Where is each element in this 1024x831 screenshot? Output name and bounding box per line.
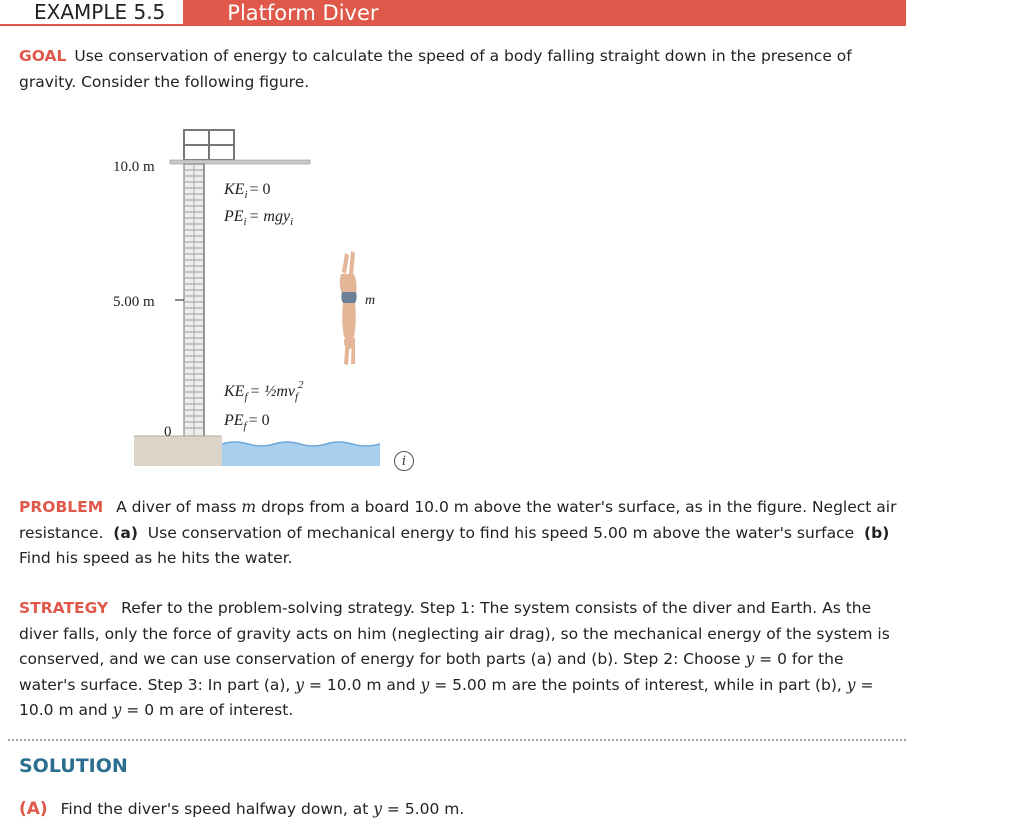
height-label-top: 10.0 m (113, 159, 155, 175)
part-b-label: (b) (864, 523, 890, 542)
solution-a-label: (A) (19, 799, 48, 819)
example-number: EXAMPLE 5.5 (0, 0, 183, 26)
info-icon[interactable]: i (394, 451, 414, 471)
pe-initial-label: $PE_i = mgy_i$ (224, 208, 294, 228)
solution-part-a: (A) Find the diver's speed halfway down, at y = 5.00 m. (19, 799, 465, 819)
ke-final-label: $KE_f$ = $\frac{1}{2}mv_f^2$ (224, 379, 304, 403)
platform-diver-figure (100, 122, 440, 472)
part-a-label: (a) (113, 523, 138, 542)
pe-final-label: $PE_f = 0$ (224, 412, 270, 432)
ke-initial-label: $KE_i = 0$ (224, 181, 271, 201)
height-label-bottom: 0 (164, 424, 172, 440)
diver-figure (340, 251, 357, 365)
example-header (0, 0, 906, 26)
strategy-section: STRATEGY Refer to the problem-solving strategy. Step 1: The system consists of the diver and Earth. As the diver falls, only the force of gravity acts on him (neglecting air drag), so the mechanical energy of the system is conserved, and we can use conservation of energy for both parts (a) and (b). Step 2: Choose y = 0 for the water's surface. Step 3: In part (a), y = 10.0 m and y = 5.00 m are the points of interest, while in part (b), y = 10.0 m and y = 0 m are of interest. (19, 599, 890, 719)
goal-text: Use conservation of energy to calculate the speed of a body falling straight down in the presence of gravity. Consider the following figure. (19, 47, 852, 91)
goal-label: GOAL (19, 47, 67, 65)
example-title: Platform Diver (227, 1, 379, 25)
problem-label: PROBLEM (19, 498, 104, 516)
solution-heading: SOLUTION (19, 755, 128, 777)
goal-section (19, 44, 899, 95)
section-divider (8, 739, 906, 741)
problem-section: PROBLEM A diver of mass m drops from a board 10.0 m above the water's surface, as in the figure. Neglect air resistance. (a) Use conservation of mechanical energy to find his speed 5.00 m above the water's surface (b) Find his speed as he hits the water. (19, 498, 897, 567)
mass-label: m (365, 293, 376, 308)
height-label-middle: 5.00 m (113, 294, 155, 310)
strategy-label: STRATEGY (19, 599, 109, 617)
